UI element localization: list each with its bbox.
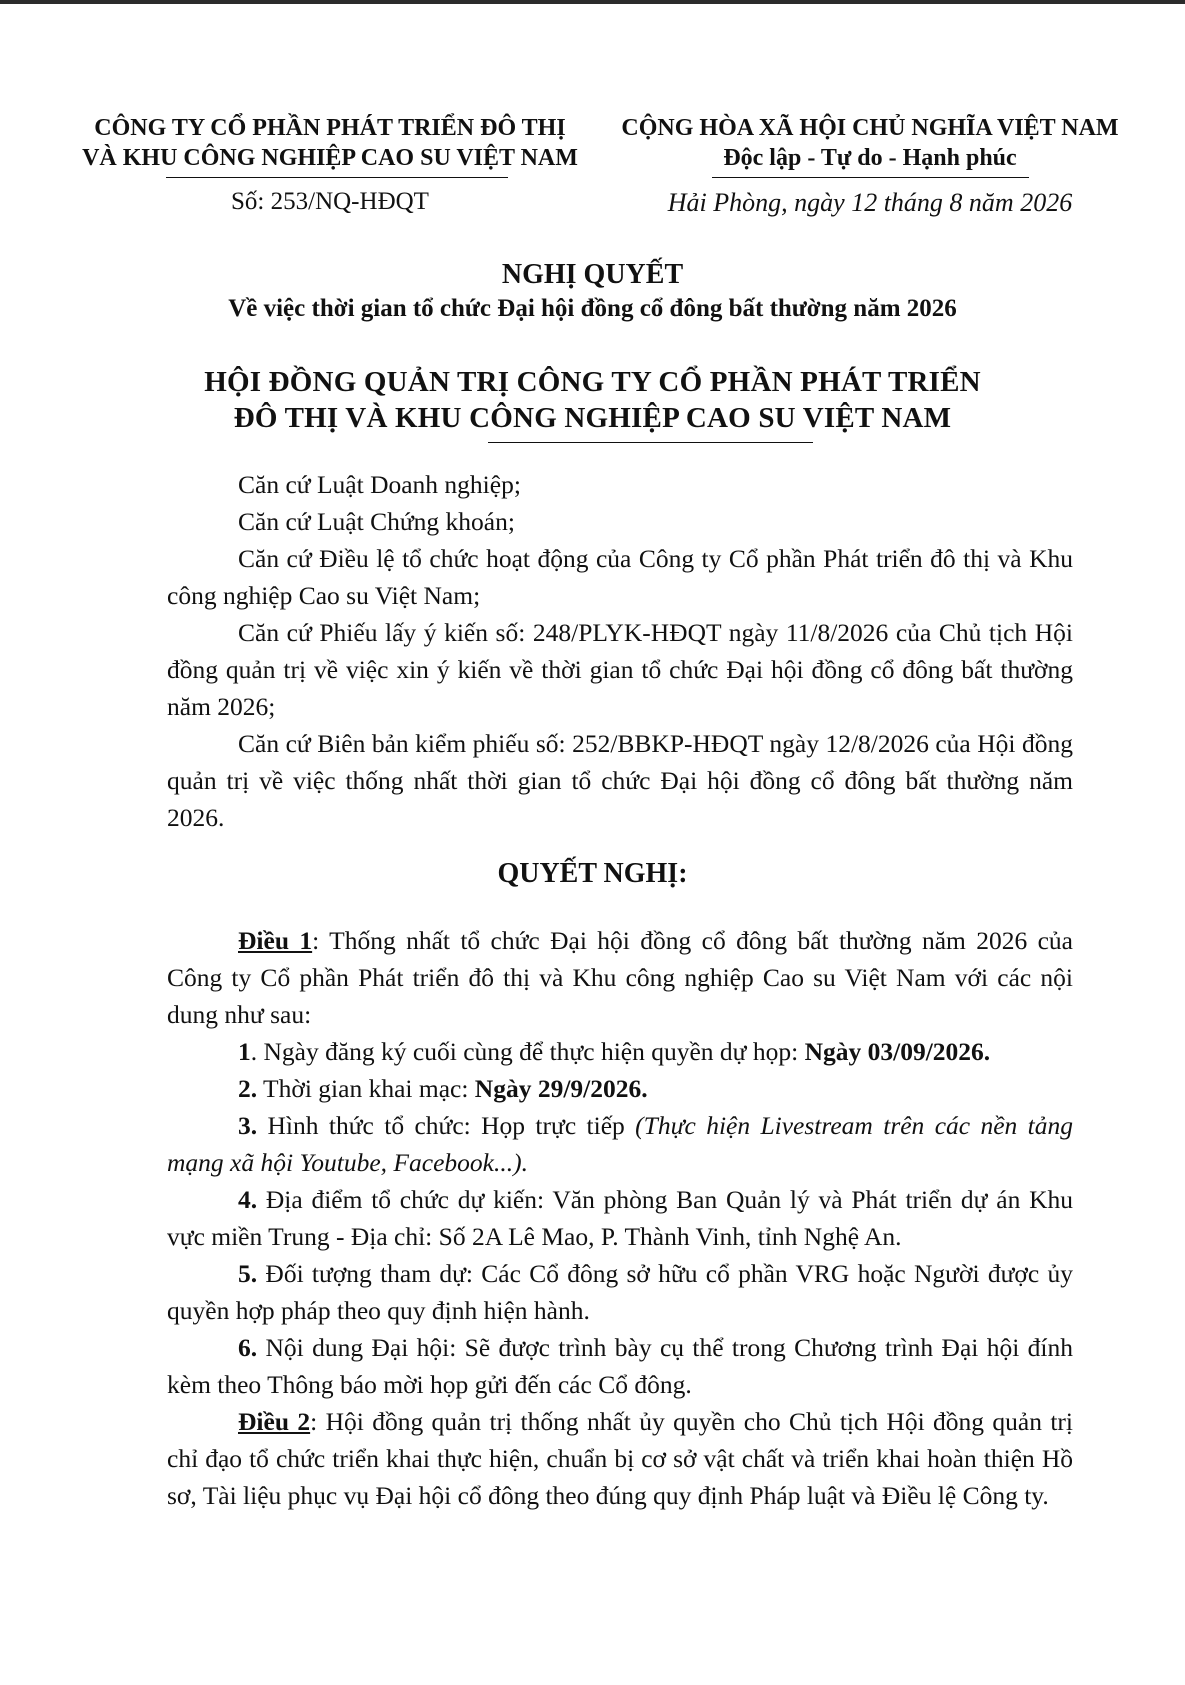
article-1-item xyxy=(167,1255,1073,1329)
document-number: Số: 253/NQ-HĐQT xyxy=(231,188,429,215)
item-number: 6. xyxy=(238,1333,258,1362)
item-number: 4. xyxy=(238,1185,258,1214)
article-1-item xyxy=(167,1181,1073,1255)
article-2 xyxy=(167,1403,1073,1514)
company-underline xyxy=(166,177,508,178)
board-title-line1: HỘI ĐỒNG QUẢN TRỊ CÔNG TY CỔ PHẦN PHÁT TRIỂN xyxy=(204,366,981,398)
document-heading: NGHỊ QUYẾT xyxy=(501,259,684,290)
item-text: Hình thức tổ chức: Họp trực tiếp xyxy=(257,1111,636,1140)
board-title-line2: ĐÔ THỊ VÀ KHU CÔNG NGHIỆP CAO SU VIỆT NAM xyxy=(233,402,952,434)
item-bold-value: Ngày 03/09/2026. xyxy=(804,1037,991,1066)
place-date: Hải Phòng, ngày 12 tháng 8 năm 2026 xyxy=(667,188,1073,217)
basis-item: Căn cứ Luật Chứng khoán; xyxy=(238,507,515,536)
basis-item: Căn cứ Biên bản kiểm phiếu số: 252/BBKP-HĐQT ngày 12/8/2026 của Hội đồng quản trị về việc thống nhất thời gian tổ chức Đại hội đồng cổ đông bất thường năm 2026. xyxy=(167,729,1073,832)
basis-item: Căn cứ Luật Doanh nghiệp; xyxy=(238,470,521,499)
articles xyxy=(167,922,1073,1514)
article-1 xyxy=(167,922,1073,1033)
item-text: . Ngày đăng ký cuối cùng để thực hiện quyền dự họp: xyxy=(250,1037,805,1066)
article-1-item xyxy=(167,1329,1073,1403)
resolution-heading: QUYẾT NGHỊ: xyxy=(497,858,688,889)
item-number: 3. xyxy=(238,1111,258,1140)
item-bold-value: Ngày 29/9/2026. xyxy=(474,1074,648,1103)
basis-item: Căn cứ Điều lệ tổ chức hoạt động của Công ty Cổ phần Phát triển đô thị và Khu công nghiệp Cao su Việt Nam; xyxy=(167,544,1073,610)
article-1-label: Điều 1 xyxy=(238,926,313,955)
article-2-text: : Hội đồng quản trị thống nhất ủy quyền cho Chủ tịch Hội đồng quản trị chỉ đạo tổ chức triển khai thực hiện, chuẩn bị cơ sở vật chất và triển khai hoàn thiện Hồ sơ, Tài liệu phục vụ Đại hội cổ đông theo đúng quy định Pháp luật và Điều lệ Công ty. xyxy=(167,1407,1074,1510)
document-subject: Về việc thời gian tổ chức Đại hội đồng cổ đông bất thường năm 2026 xyxy=(228,295,957,322)
item-number: 1 xyxy=(238,1037,251,1066)
item-text: Đối tượng tham dự: Các Cổ đông sở hữu cổ phần VRG hoặc Người được ủy quyền hợp pháp theo quy định hiện hành. xyxy=(167,1259,1073,1325)
article-1-text: : Thống nhất tổ chức Đại hội đồng cổ đông bất thường năm 2026 của Công ty Cổ phần Phát triển đô thị và Khu công nghiệp Cao su Việt Nam với các nội dung như sau: xyxy=(167,926,1074,1029)
company-name-line1: CÔNG TY CỔ PHẦN PHÁT TRIỂN ĐÔ THỊ xyxy=(94,115,566,141)
item-text: Địa điểm tổ chức dự kiến: Văn phòng Ban Quản lý và Phát triển dự án Khu vực miền Trung - Địa chỉ: Số 2A Lê Mao, P. Thành Vinh, tỉnh Nghệ An. xyxy=(167,1185,1073,1251)
item-italic-note: (Thực hiện Livestream trên các nền tảng mạng xã hội Youtube, Facebook...). xyxy=(167,1111,1073,1177)
item-number: 5. xyxy=(238,1259,258,1288)
item-text: Thời gian khai mạc: xyxy=(257,1074,475,1103)
motto-underline xyxy=(712,177,1029,178)
item-number: 2. xyxy=(238,1074,258,1103)
article-1-item xyxy=(167,1107,1073,1181)
board-underline xyxy=(488,442,813,443)
article-1-item xyxy=(167,1033,1073,1070)
article-1-item xyxy=(167,1070,1073,1107)
article-2-label: Điều 2 xyxy=(238,1407,311,1436)
basis-item: Căn cứ Phiếu lấy ý kiến số: 248/PLYK-HĐQT ngày 11/8/2026 của Chủ tịch Hội đồng quản trị về việc xin ý kiến về thời gian tổ chức Đại hội đồng cổ đông bất thường năm 2026; xyxy=(167,618,1073,721)
legal-bases xyxy=(167,466,1073,836)
item-text: Nội dung Đại hội: Sẽ được trình bày cụ thể trong Chương trình Đại hội đính kèm theo Thông báo mời họp gửi đến các Cổ đông. xyxy=(167,1333,1073,1399)
company-name-line2: VÀ KHU CÔNG NGHIỆP CAO SU VIỆT NAM xyxy=(82,145,578,171)
nation-title: CỘNG HÒA XÃ HỘI CHỦ NGHĨA VIỆT NAM xyxy=(621,115,1119,141)
nation-motto: Độc lập - Tự do - Hạnh phúc xyxy=(723,145,1017,171)
